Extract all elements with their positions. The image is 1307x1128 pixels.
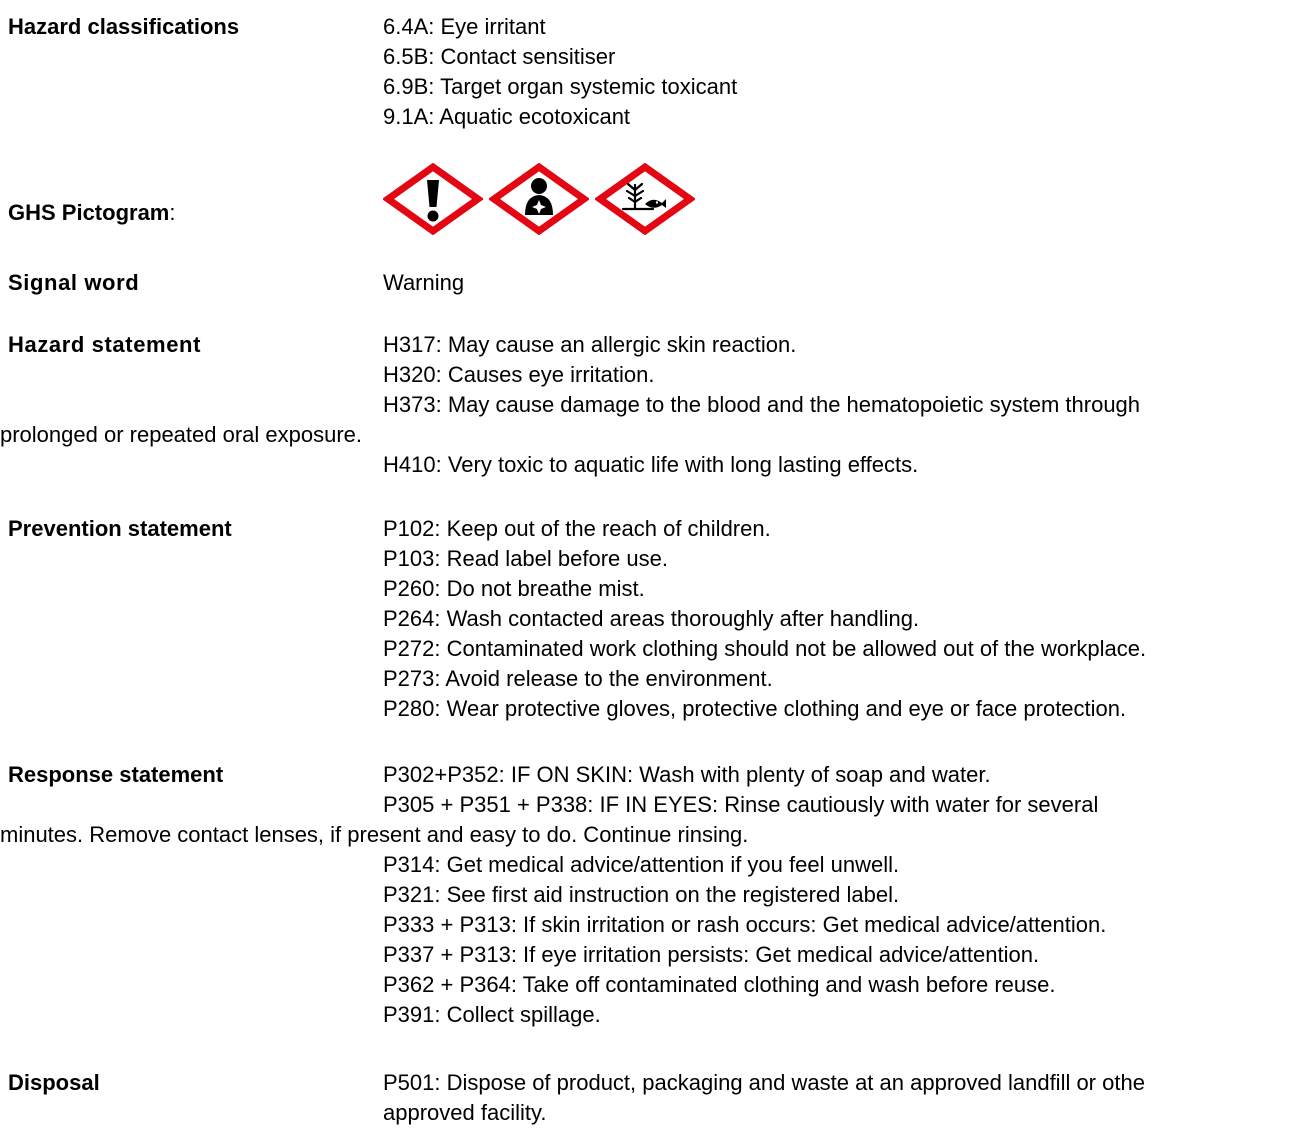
- hazard-classifications-label: Hazard classifications: [8, 14, 240, 39]
- ghs-pictogram-row: [383, 163, 695, 239]
- response-statement-continuation: minutes. Remove contact lenses, if present and easy to do. Continue rinsing.: [0, 822, 749, 847]
- response-statement-item: P362 + P364: Take off contaminated clothing and wash before reuse.: [383, 972, 1056, 997]
- response-statement-item: P302+P352: IF ON SKIN: Wash with plenty of soap and water.: [383, 762, 991, 787]
- hazard-statement-item: H317: May cause an allergic skin reaction.: [383, 332, 797, 357]
- disposal-item: approved facility.: [383, 1100, 547, 1125]
- prevention-statement-list: [383, 514, 1307, 724]
- prevention-statement-item: P102: Keep out of the reach of children.: [383, 516, 771, 541]
- ghs-pictogram-label: GHS Pictogram:: [8, 200, 176, 225]
- response-statement-item: P391: Collect spillage.: [383, 1002, 601, 1027]
- signal-word-label: Signal word: [8, 270, 140, 295]
- hazard-statement-item: H320: Causes eye irritation.: [383, 362, 655, 387]
- hazard-classifications-list: [383, 12, 1307, 132]
- hazard-classification-item: 6.5B: Contact sensitiser: [383, 44, 616, 69]
- hazard-statement-item: H373: May cause damage to the blood and the hematopoietic system through: [383, 392, 1141, 417]
- signal-word-text: Warning: [383, 270, 465, 295]
- response-statement-item: P321: See first aid instruction on the registered label.: [383, 882, 900, 907]
- exclamation-mark-icon: [383, 163, 483, 235]
- response-statement-item: P333 + P313: If skin irritation or rash occurs: Get medical advice/attention.: [383, 912, 1107, 937]
- disposal-list: [383, 1068, 1307, 1128]
- disposal-label: Disposal: [8, 1070, 100, 1095]
- prevention-statement-item: P273: Avoid release to the environment.: [383, 666, 773, 691]
- prevention-statement-item: P280: Wear protective gloves, protective clothing and eye or face protection.: [383, 696, 1127, 721]
- prevention-statement-item: P264: Wash contacted areas thoroughly after handling.: [383, 606, 920, 631]
- environment-hazard-icon: [595, 163, 695, 235]
- hazard-classification-item: 9.1A: Aquatic ecotoxicant: [383, 104, 631, 129]
- signal-word-value: [383, 268, 1307, 298]
- prevention-statement-item: P260: Do not breathe mist.: [383, 576, 645, 601]
- prevention-statement-item: P272: Contaminated work clothing should not be allowed out of the workplace.: [383, 636, 1147, 661]
- prevention-statement-label: Prevention statement: [8, 516, 232, 541]
- hazard-statement-item: H410: Very toxic to aquatic life with long lasting effects.: [383, 452, 919, 477]
- response-statement-item: P337 + P313: If eye irritation persists: Get medical advice/attention.: [383, 942, 1040, 967]
- response-statement-label: Response statement: [8, 762, 224, 787]
- hazard-classification-item: 6.4A: Eye irritant: [383, 14, 546, 39]
- prevention-statement-item: P103: Read label before use.: [383, 546, 668, 571]
- response-statement-item: P314: Get medical advice/attention if you feel unwell.: [383, 852, 900, 877]
- hazard-classification-item: 6.9B: Target organ systemic toxicant: [383, 74, 738, 99]
- hazard-statement-continuation: prolonged or repeated oral exposure.: [0, 422, 363, 447]
- disposal-item: P501: Dispose of product, packaging and waste at an approved landfill or othe: [383, 1070, 1145, 1095]
- hazard-statement-label: Hazard statement: [8, 332, 201, 357]
- health-hazard-icon: [489, 163, 589, 235]
- response-statement-item: P305 + P351 + P338: IF IN EYES: Rinse cautiously with water for several: [383, 792, 1099, 817]
